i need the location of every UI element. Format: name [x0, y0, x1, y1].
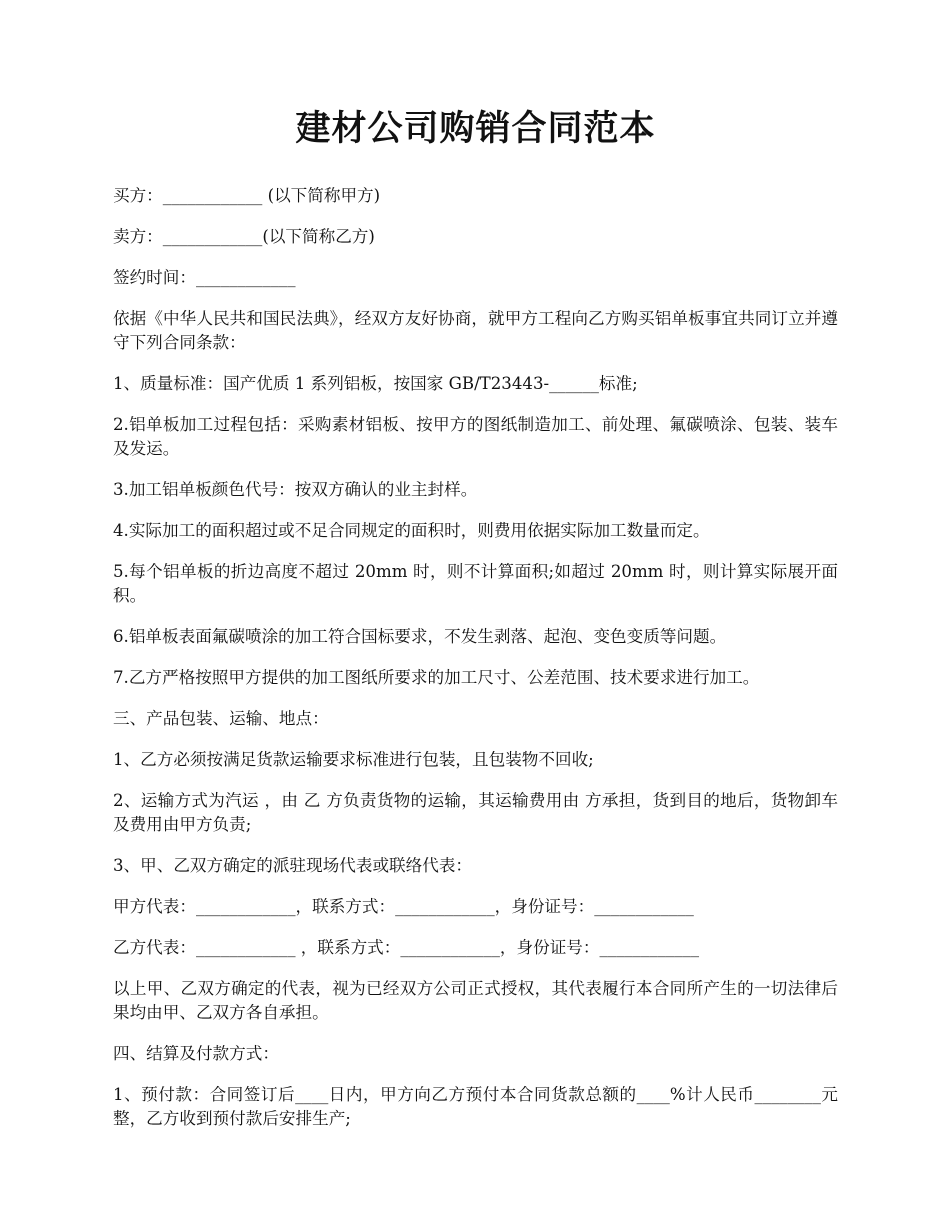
clause-authorization: 以上甲、乙双方确定的代表，视为已经双方公司正式授权，其代表履行本合同所产生的一切法律后果均由甲、乙双方各自承担。 [113, 979, 838, 1022]
signing-date-line: 签约时间：____________ [113, 268, 296, 287]
clause-fold-height: 5.每个铝单板的折边高度不超过 20mm 时，则不计算面积;如超过 20mm 时，则计算实际展开面积。 [113, 562, 838, 605]
seller-line: 卖方：____________(以下简称乙方) [113, 227, 375, 246]
clause-representatives: 3、甲、乙双方确定的派驻现场代表或联络代表： [113, 856, 473, 875]
buyer-line: 买方：____________ (以下简称甲方) [113, 186, 381, 205]
clause-packaging: 1、乙方必须按满足货款运输要求标准进行包装，且包装物不回收; [113, 750, 594, 769]
section-heading-payment: 四、结算及付款方式： [113, 1044, 279, 1063]
clause-area-adjustment: 4.实际加工的面积超过或不足合同规定的面积时，则费用依据实际加工数量而定。 [113, 521, 710, 540]
clause-quality-standard: 1、质量标准：国产优质 1 系列铝板，按国家 GB/T23443-______标准; [113, 374, 638, 393]
document-title: 建材公司购销合同范本 [295, 108, 656, 149]
clause-drawing-compliance: 7.乙方严格按照甲方提供的加工图纸所要求的加工尺寸、公差范围、技术要求进行加工。 [113, 668, 760, 687]
section-heading-packaging: 三、产品包装、运输、地点： [113, 709, 329, 728]
clause-transport: 2、运输方式为汽运 ，由 乙 方负责货物的运输，其运输费用由 方承担，货到目的地后，货物卸车及费用由甲方负责; [113, 791, 838, 834]
clause-advance-payment: 1、预付款：合同签订后____日内，甲方向乙方预付本合同货款总额的____%计人民币________元整，乙方收到预付款后安排生产; [113, 1085, 838, 1128]
party-b-representative-line: 乙方代表：____________ ，联系方式：____________，身份证号：____________ [113, 938, 700, 957]
clause-coating-quality: 6.铝单板表面氟碳喷涂的加工符合国标要求，不发生剥落、起泡、变色变质等问题。 [113, 627, 727, 646]
party-a-representative-line: 甲方代表：____________，联系方式：____________，身份证号：____________ [113, 897, 694, 916]
preamble-paragraph: 依据《中华人民共和国民法典》，经双方友好协商，就甲方工程向乙方购买铝单板事宜共同订立并遵守下列合同条款： [113, 309, 838, 352]
clause-color-code: 3.加工铝单板颜色代号：按双方确认的业主封样。 [113, 480, 478, 499]
clause-processing-steps: 2.铝单板加工过程包括：采购素材铝板、按甲方的图纸制造加工、前处理、氟碳喷涂、包装、装车及发运。 [113, 415, 838, 458]
